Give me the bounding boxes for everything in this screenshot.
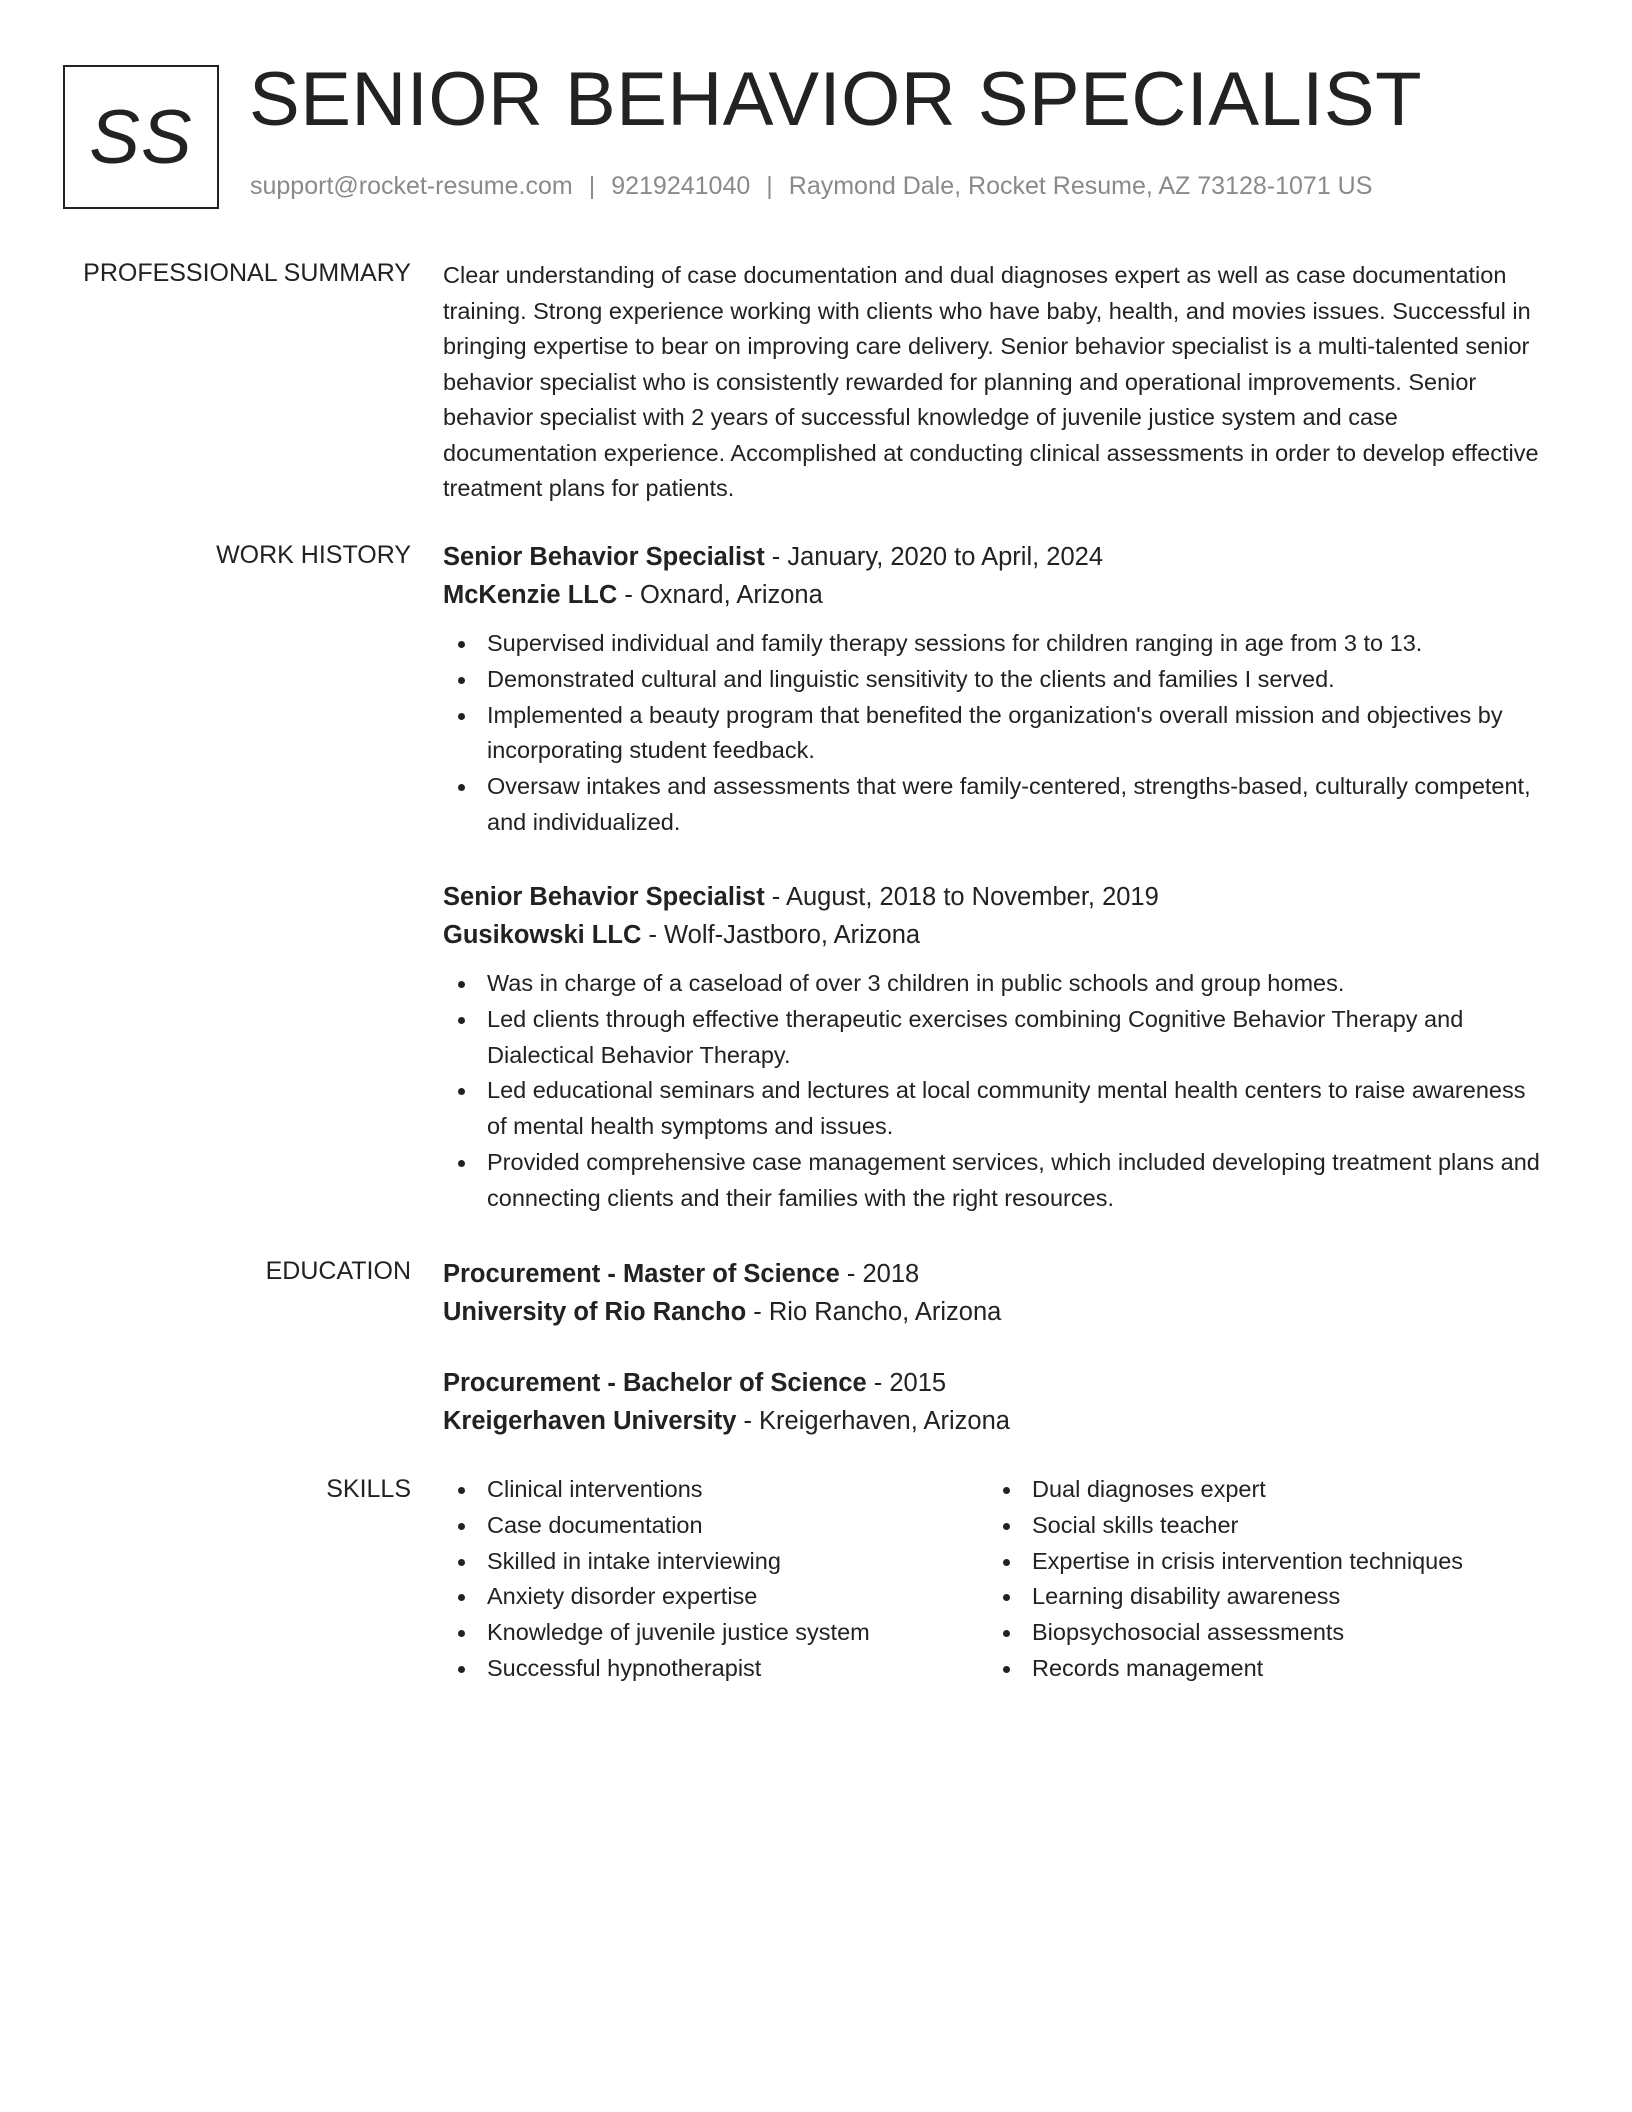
school-location: - Kreigerhaven, Arizona bbox=[736, 1407, 1010, 1435]
list-item: Supervised individual and family therapy sessions for children ranging in age from 3 to 13. bbox=[443, 626, 1543, 662]
section-label-education: EDUCATION bbox=[265, 1257, 411, 1285]
skill-item: Social skills teacher bbox=[988, 1508, 1508, 1544]
job-title-line bbox=[443, 878, 1543, 916]
contact-phone: 9219241040 bbox=[611, 172, 751, 200]
summary-text: Clear understanding of case documentation and dual diagnoses expert as well as case documentation training. Strong experience working with clients who have baby, health, and movies issues. Successful in bringing expertise to bear on improving care delivery. Senior behavior specialist is a multi-talented senior behavior specialist who is consistently rewarded for planning and operational improvements. Senior behavior specialist with 2 years of successful knowledge of juvenile justice system and case documentation experience. Accomplished at conducting clinical assessments in order to develop effective treatment plans for patients. bbox=[443, 262, 1539, 501]
list-item: Demonstrated cultural and linguistic sensitivity to the clients and families I served. bbox=[443, 662, 1543, 698]
education-entry bbox=[443, 1255, 1543, 1331]
section-label-summary: PROFESSIONAL SUMMARY bbox=[83, 259, 411, 287]
job-company: McKenzie LLC bbox=[443, 581, 618, 609]
contact-separator: | bbox=[588, 172, 596, 200]
job-bullets bbox=[443, 966, 1543, 1217]
summary-section bbox=[443, 258, 1555, 507]
contact-email: support@rocket-resume.com bbox=[250, 172, 573, 200]
skills-column-left bbox=[443, 1472, 963, 1687]
job-entry bbox=[443, 538, 1543, 841]
degree-line bbox=[443, 1364, 1543, 1402]
skills-column-right bbox=[988, 1472, 1508, 1687]
skill-item: Case documentation bbox=[443, 1508, 963, 1544]
job-location: - Oxnard, Arizona bbox=[617, 581, 823, 609]
school-line bbox=[443, 1402, 1543, 1440]
skill-item: Skilled in intake interviewing bbox=[443, 1544, 963, 1580]
job-location: - Wolf-Jastboro, Arizona bbox=[641, 921, 921, 949]
job-company: Gusikowski LLC bbox=[443, 921, 642, 949]
job-entry bbox=[443, 878, 1543, 1217]
skill-item: Learning disability awareness bbox=[988, 1579, 1508, 1615]
list-item: Oversaw intakes and assessments that were family-centered, strengths-based, culturally competent, and individualized. bbox=[443, 769, 1543, 841]
degree-name: Procurement - Master of Science bbox=[443, 1260, 840, 1288]
school-name: Kreigerhaven University bbox=[443, 1407, 737, 1435]
degree-year: - 2018 bbox=[839, 1260, 920, 1288]
skills-list bbox=[443, 1472, 963, 1687]
degree-line bbox=[443, 1255, 1543, 1293]
section-label-work-history: WORK HISTORY bbox=[216, 541, 411, 569]
monogram-initials: SS bbox=[89, 94, 193, 180]
skill-item: Biopsychosocial assessments bbox=[988, 1615, 1508, 1651]
skill-item: Records management bbox=[988, 1651, 1508, 1687]
list-item: Led educational seminars and lectures at local community mental health centers to raise awareness of mental health symptoms and issues. bbox=[443, 1073, 1543, 1145]
list-item: Implemented a beauty program that benefited the organization's overall mission and objectives by incorporating student feedback. bbox=[443, 698, 1543, 770]
job-role: Senior Behavior Specialist bbox=[443, 543, 765, 571]
job-dates: - August, 2018 to November, 2019 bbox=[764, 883, 1159, 911]
job-company-line bbox=[443, 916, 1543, 954]
contact-line bbox=[250, 172, 1372, 201]
degree-year: - 2015 bbox=[866, 1369, 947, 1397]
section-label-skills: SKILLS bbox=[326, 1475, 411, 1503]
list-item: Provided comprehensive case management services, which included developing treatment plans and connecting clients and their families with the right resources. bbox=[443, 1145, 1543, 1217]
skills-list bbox=[988, 1472, 1508, 1687]
school-name: University of Rio Rancho bbox=[443, 1298, 747, 1326]
contact-separator: | bbox=[766, 172, 773, 200]
job-dates: - January, 2020 to April, 2024 bbox=[764, 543, 1104, 571]
skill-item: Dual diagnoses expert bbox=[988, 1472, 1508, 1508]
list-item: Led clients through effective therapeutic exercises combining Cognitive Behavior Therapy and Dialectical Behavior Therapy. bbox=[443, 1002, 1543, 1074]
skill-item: Anxiety disorder expertise bbox=[443, 1579, 963, 1615]
skill-item: Expertise in crisis intervention techniques bbox=[988, 1544, 1508, 1580]
skill-item: Successful hypnotherapist bbox=[443, 1651, 963, 1687]
job-company-line bbox=[443, 576, 1543, 614]
school-location: - Rio Rancho, Arizona bbox=[746, 1298, 1002, 1326]
job-bullets bbox=[443, 626, 1543, 841]
skill-item: Clinical interventions bbox=[443, 1472, 963, 1508]
education-entry bbox=[443, 1364, 1543, 1440]
school-line bbox=[443, 1293, 1543, 1331]
list-item: Was in charge of a caseload of over 3 children in public schools and group homes. bbox=[443, 966, 1543, 1002]
monogram-badge bbox=[63, 65, 219, 209]
skill-item: Knowledge of juvenile justice system bbox=[443, 1615, 963, 1651]
job-title-line bbox=[443, 538, 1543, 576]
degree-name: Procurement - Bachelor of Science bbox=[443, 1369, 867, 1397]
resume-title: SENIOR BEHAVIOR SPECIALIST bbox=[249, 57, 1423, 142]
contact-address: Raymond Dale, Rocket Resume, AZ 73128-1071 US bbox=[788, 172, 1373, 200]
job-role: Senior Behavior Specialist bbox=[443, 883, 765, 911]
